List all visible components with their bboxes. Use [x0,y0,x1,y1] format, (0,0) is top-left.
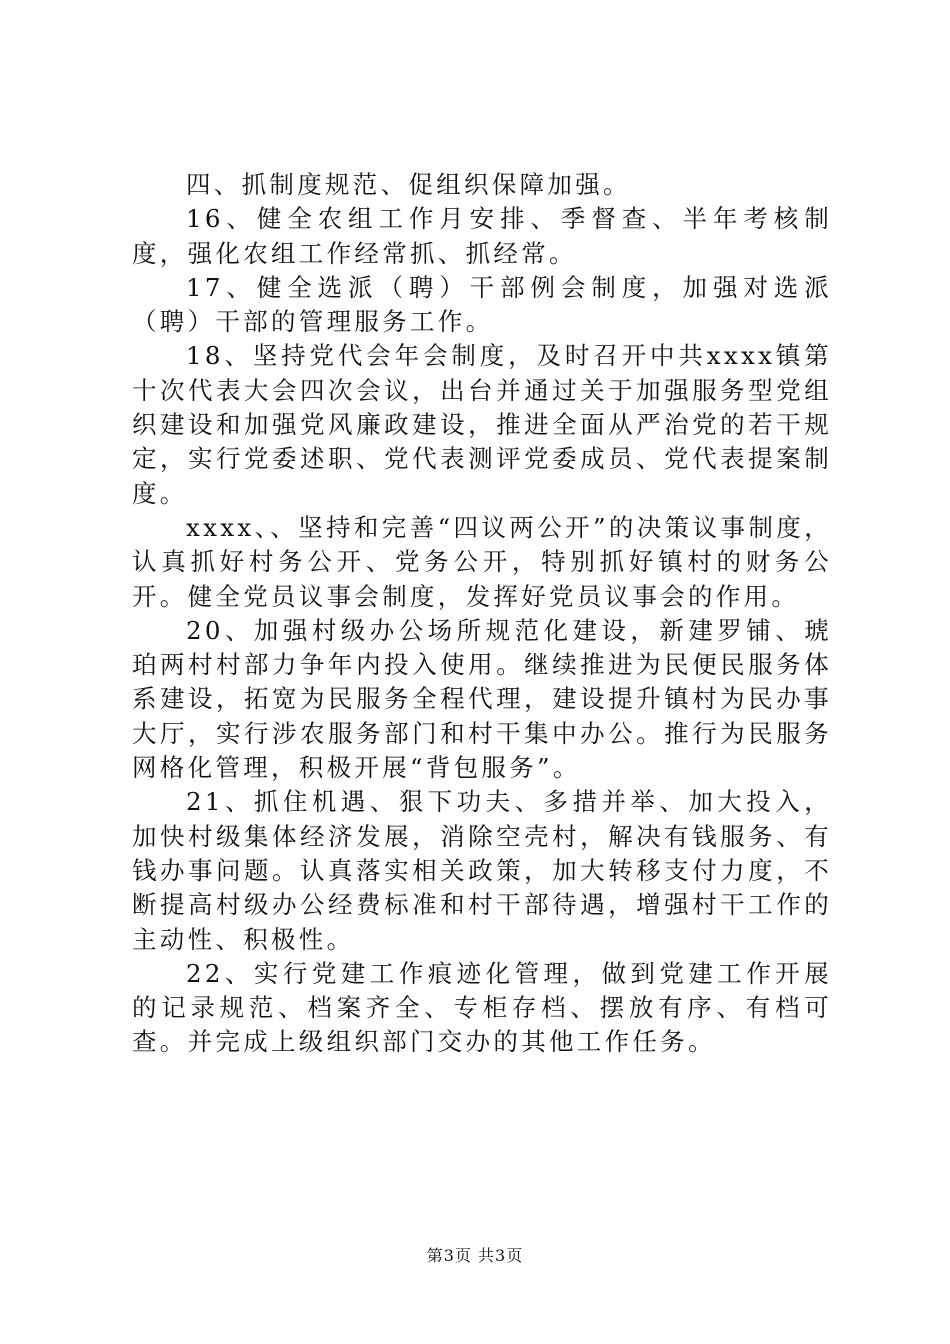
document-body [132,168,832,1060]
paragraph-item-22: 22、实行党建工作痕迹化管理，做到党建工作开展的记录规范、档案齐全、专柜存档、摆放有序、有档可查。并完成上级组织部门交办的其他工作任务。 [132,958,832,1057]
section-heading: 四、抓制度规范、促组织保障加强。 [186,170,631,199]
paragraph-item-19: xxxx、、坚持和完善“四议两公开”的决策议事制度，认真抓好村务公开、党务公开，特别抓好镇村的财务公开。健全党员议事会制度，发挥好党员议事会的作用。 [132,512,832,611]
paragraph-item-18: 18、坚持党代会年会制度，及时召开中共xxxx镇第十次代表大会四次会议，出台并通过关于加强服务型党组织建设和加强党风廉政建设，推进全面从严治党的若干规定，实行党委述职、党代表测评党委成员、党代表提案制度。 [132,341,832,508]
page-footer: 第3页 共3页 [426,1246,524,1265]
paragraph-item-17: 17、健全选派（聘）干部例会制度，加强对选派（聘）干部的管理服务工作。 [132,272,832,337]
paragraph-item-21: 21、抓住机遇、狠下功夫、多措并举、加大投入，加快村级集体经济发展，消除空壳村，解决有钱服务、有钱办事问题。认真落实相关政策，加大转移支付力度，不断提高村级办公经费标准和村干部待遇，增强村干工作的主动性、积极性。 [132,787,832,954]
paragraph-item-20: 20、加强村级办公场所规范化建设，新建罗铺、琥珀两村村部力争年内投入使用。继续推进为民便民服务体系建设，拓宽为民服务全程代理，建设提升镇村为民办事大厅，实行涉农服务部门和村干集中办公。推行为民服务网格化管理，积极开展“背包服务”。 [132,615,832,783]
paragraph-item-16: 16、健全农组工作月安排、季督查、半年考核制度，强化农组工作经常抓、抓经常。 [132,204,832,268]
